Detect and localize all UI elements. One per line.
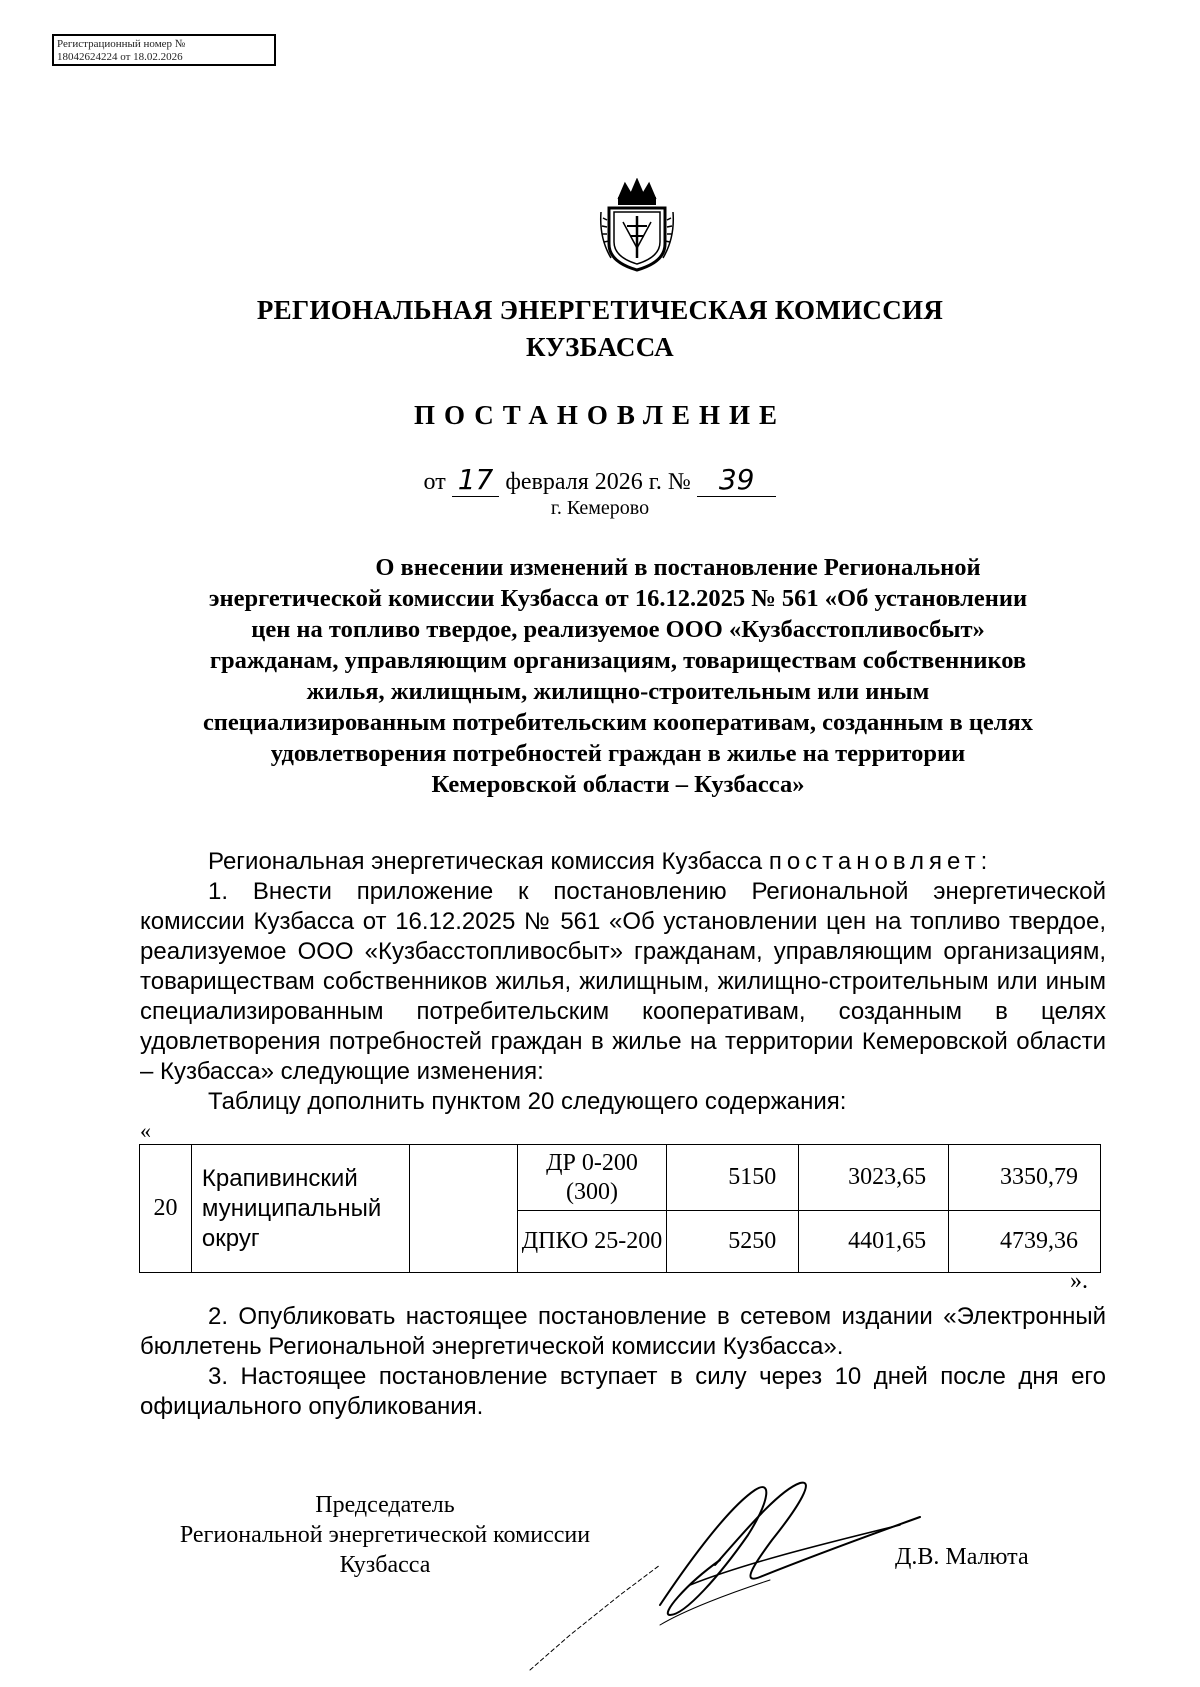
registration-label: Регистрационный номер № [57,38,186,50]
table-row [140,1145,1101,1211]
table-cell-kcal: 5250 [667,1211,799,1273]
subject-line: гражданам, управляющим организациям, товариществам собственников [209,647,1027,674]
item-3: 3. Настоящее постановление вступает в силу через 10 дней после дня его официального опубликования. [140,1363,1106,1420]
table-cell-price: 3350,79 [949,1145,1101,1211]
subject-line: специализированным потребительским кооперативам, созданным в целях [202,709,1034,736]
intro-decision-word: постановляет: [768,848,993,875]
tariff-table [139,1144,1101,1273]
body-part1 [140,847,1106,1117]
organization-name-line2: КУЗБАССА [526,332,674,362]
subject-line: удовлетворения потребностей граждан в жилье на территории [270,740,966,767]
document-number: 39 [697,463,777,497]
subject-line: О внесении изменений в постановление Региональной [375,554,981,581]
document-type: ПОСТАНОВЛЕНИЕ [413,400,787,430]
subject-line: жилья, жилищным, жилищно-строительным или иным [306,678,930,705]
date-line [300,463,900,497]
registration-value: 18042624224 от 18.02.2026 [57,51,183,63]
document-subject [138,552,1098,800]
subject-line: цен на топливо твердое, реализуемое ООО «Кузбасстопливосбыт» [251,616,985,643]
table-cell-district: Крапивинский муниципальный округ [191,1145,409,1273]
table-cell-price: 4401,65 [799,1211,949,1273]
subject-line: Кемеровской области – Кузбасса» [431,771,805,798]
organization-name-line1: РЕГИОНАЛЬНАЯ ЭНЕРГЕТИЧЕСКАЯ КОМИССИЯ [256,295,944,325]
quote-open: « [140,1118,151,1143]
table-cell-number: 20 [140,1145,192,1273]
table-cell-grade: ДПКО 25-200 [517,1211,667,1273]
date-prefix: от [423,469,446,495]
kuzbass-coat-of-arms-icon [597,178,677,274]
item-1-sub: Таблицу дополнить пунктом 20 следующего содержания: [208,1088,847,1115]
intro-text: Региональная энергетическая комиссия Кузбасса [208,848,763,875]
signatory-title-line: Кузбасса [339,1552,431,1578]
table-cell-price: 4739,36 [949,1211,1101,1273]
item-2: 2. Опубликовать настоящее постановление в сетевом издании «Электронный бюллетень Региональной энергетической комиссии Кузбасса». [140,1303,1106,1360]
body-part2 [140,1302,1106,1422]
date-month-year: февраля 2026 г. [505,469,662,495]
signatory-title-line: Региональной энергетической комиссии [179,1522,591,1548]
city: г. Кемерово [550,497,650,519]
table-cell-price: 3023,65 [799,1145,949,1211]
number-sign: № [667,469,691,495]
table-cell-blank [409,1145,517,1273]
intro-paragraph [140,847,1106,877]
table-cell-kcal: 5150 [667,1145,799,1211]
subject-line: энергетической комиссии Кузбасса от 16.12.2025 № 561 «Об установлении [208,585,1028,612]
signatory-name: Д.В. Малюта [895,1544,1029,1570]
registration-stamp [52,34,276,66]
signatory-title-line: Председатель [315,1492,455,1518]
table-cell-grade: ДР 0-200 (300) [517,1145,667,1211]
quote-close: ». [1070,1268,1088,1294]
handwritten-signature [510,1465,990,1680]
item-1: 1. Внести приложение к постановлению Региональной энергетической комиссии Кузбасса от 16.12.2025 № 561 «Об установлении цен на топливо твердое, реализуемое ООО «Кузбасстопливосбыт» гражданам, управляющим организациям, товариществам собственников жилья, жилищным, жилищно-строительным или иным специализированным потребительским кооперативам, созданным в целях удовлетворения потребностей граждан в жилье на территории Кемеровской области – Кузбасса» следующие изменения: [140,878,1106,1085]
date-day: 17 [452,463,500,497]
